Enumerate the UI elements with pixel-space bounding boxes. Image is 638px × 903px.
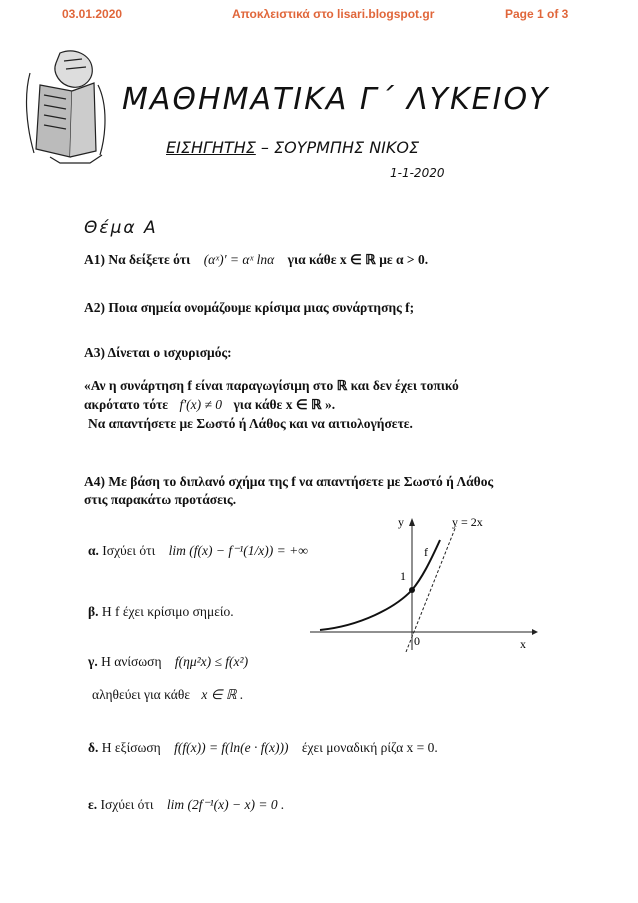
tick-label-one: 1 (400, 569, 406, 583)
author-label: ΕΙΣΗΓΗΤΗΣ (166, 138, 256, 157)
a1-label: Α1) Να δείξετε ότι (84, 252, 191, 267)
curve-f (320, 540, 440, 630)
a3-derivative-formula: f′(x) ≠ 0 (179, 397, 223, 412)
curve-label: f (424, 545, 428, 559)
a3-line2-a: ακρότατο τότε (84, 397, 169, 412)
gamma-formula: f(ημ²x) ≤ f(x²) (174, 654, 249, 669)
line-label: y = 2x (452, 515, 483, 529)
document-title: ΜΑΘΗΜΑΤΙΚΑ Γ΄ ΛΥΚΕΙΟΥ (122, 82, 550, 117)
epsilon-formula: lim (2f⁻¹(x) − x) = 0 . (166, 797, 285, 812)
author-separator: – (255, 138, 274, 157)
x-axis-label: x (520, 637, 526, 651)
document-date: 1-1-2020 (390, 166, 445, 180)
item-gamma-line2 (92, 687, 243, 703)
question-a1 (84, 252, 428, 268)
y-axis-label: y (398, 515, 404, 529)
header-page: Page 1 of 3 (505, 7, 569, 21)
epsilon-label: ε. (88, 797, 98, 812)
a1-formula: (αˣ)′ = αˣ lnα (203, 252, 275, 267)
a1-tail: για κάθε x ∈ ℝ με α > 0. (287, 252, 429, 267)
alpha-text: Ισχύει ότι (102, 543, 156, 558)
header-date: 03.01.2020 (62, 7, 123, 21)
y-axis-arrow (409, 518, 415, 526)
item-gamma (88, 654, 248, 670)
delta-label: δ. (88, 740, 99, 755)
beta-text: Η f έχει κρίσιμο σημείο. (101, 604, 234, 619)
question-a4-line2: στις παρακάτω προτάσεις. (84, 492, 237, 507)
reader-illustration (20, 45, 115, 165)
question-a3-line1: «Αν η συνάρτηση f είναι παραγωγίσιμη στο ℝ και δεν έχει τοπικό (84, 378, 459, 393)
point-0-1 (409, 587, 415, 593)
a3-line2-c: x ∈ ℝ ». (285, 397, 336, 412)
beta-label: β. (88, 604, 99, 619)
section-heading: Θέμα Α (84, 218, 158, 238)
alpha-formula: lim (f(x) − f⁻¹(1/x)) = +∞ (168, 543, 308, 558)
gamma-text2: αληθεύει για κάθε (92, 687, 190, 702)
gamma-text: Η ανίσωση (101, 654, 162, 669)
a3-line2-b: για κάθε (233, 397, 283, 412)
author-line (166, 138, 419, 157)
author-name: ΣΟΥΡΜΠΗΣ ΝΙΚΟΣ (274, 138, 420, 157)
epsilon-text: Ισχύει ότι (100, 797, 154, 812)
question-a3-line2 (84, 397, 335, 413)
question-a3-intro: Α3) Δίνεται ο ισχυρισμός: (84, 345, 232, 360)
origin-label: 0 (414, 634, 420, 648)
question-a4-line1: Α4) Με βάση το διπλανό σχήμα της f να απαντήσετε με Σωστό ή Λάθος (84, 474, 494, 489)
function-graph (310, 512, 540, 652)
gamma-formula2: x ∈ ℝ . (201, 687, 244, 702)
item-beta (88, 604, 234, 620)
delta-text: Η εξίσωση (101, 740, 161, 755)
delta-text2: έχει μοναδική ρίζα x = 0. (301, 740, 438, 755)
alpha-label: α. (88, 543, 99, 558)
delta-formula: f(f(x)) = f(ln(e · f(x))) (174, 740, 289, 755)
gamma-label: γ. (88, 654, 98, 669)
item-alpha (88, 543, 308, 559)
question-a2: Α2) Ποια σημεία ονομάζουμε κρίσιμα μιας συνάρτησης f; (84, 300, 415, 315)
question-a3-instruction: Να απαντήσετε με Σωστό ή Λάθος και να αιτιολογήσετε. (88, 416, 413, 431)
item-delta (88, 740, 438, 756)
item-epsilon (88, 797, 284, 813)
x-axis-arrow (532, 629, 538, 635)
header-site: Αποκλειστικά στο lisari.blogspot.gr (232, 7, 435, 21)
